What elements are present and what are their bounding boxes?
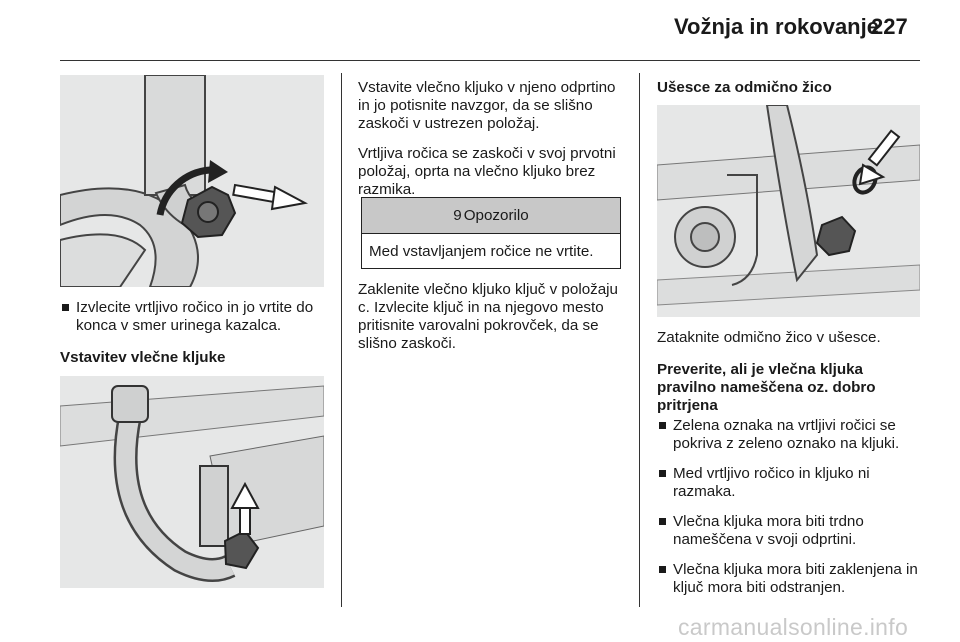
lock-icon: c [358,299,366,316]
paragraph: Vstavite vlečno kljuko v njeno odprtino in jo potisnite navzgor, da se slišno zaskoči v ustrezen položaj. [358,79,616,132]
column-divider-1 [341,73,342,607]
column-divider-2 [639,73,640,607]
paragraph: Vrtljiva ročica se zaskoči v svoj prvotni položaj, oprta na vlečno kljuko brez razmika. [358,145,616,198]
page-title: Vožnja in rokovanje [674,14,879,39]
column-3-text [657,329,923,609]
bullet-marker [659,470,666,477]
check-heading: Preverite, ali je vlečna kljuka pravilno nameščena oz. dobro pritrjena [657,361,876,414]
page-number: 227 [871,14,908,39]
bullet-marker [659,566,666,573]
list-item [657,465,923,501]
warning-box [361,197,621,269]
section-heading: Vstavitev vlečne kljuke [60,349,226,366]
watermark: carmanualsonline.info [678,614,909,640]
paragraph: Zaklenite vlečno kljuko ključ v položaju c. Izvlecite ključ in na njegovo mesto pritisnite varovalni pokrovček, da se slišno zaskoči. [358,281,619,352]
list-item-text: Med vrtljivo ročico in kljuko ni razmaka. [673,465,870,500]
column-2-lock-text [358,281,626,365]
list-item [657,417,923,453]
warning-header [362,198,620,234]
list-item-text: Zelena oznaka na vrtljivi ročici se pokriva z zeleno oznako na kljuki. [673,417,900,452]
list-item-text: Vlečna kljuka mora biti zaklenjena in ključ mora biti odstranjen. [673,561,918,596]
list-item [657,561,923,597]
list-item-text: Vlečna kljuka mora biti trdno nameščena v svoji odprtini. [673,513,864,548]
column-2-text [358,79,626,211]
header-rule [60,60,920,61]
warning-text: Med vstavljanjem ročice ne vrtite. [369,243,594,260]
list-item [657,513,923,549]
figure-caption: Zataknite odmično žico v ušesce. [657,329,881,346]
list-item [60,299,326,335]
bullet-marker [62,304,69,311]
figure-breakaway-cable-eyelet [657,105,920,317]
column-1-text [60,299,326,367]
warning-title: Opozorilo [463,207,529,224]
figure-inserting-tow-hook [60,376,324,588]
column-3-heading: Ušesce za odmično žico [657,79,832,96]
bullet-marker [659,422,666,429]
list-item-text: Izvlecite vrtljivo ročico in jo vrtite do konca v smer urinega kazalca. [76,299,314,334]
bullet-marker [659,518,666,525]
figure-rotary-handle [60,75,324,287]
warning-icon: 9 [453,207,462,224]
